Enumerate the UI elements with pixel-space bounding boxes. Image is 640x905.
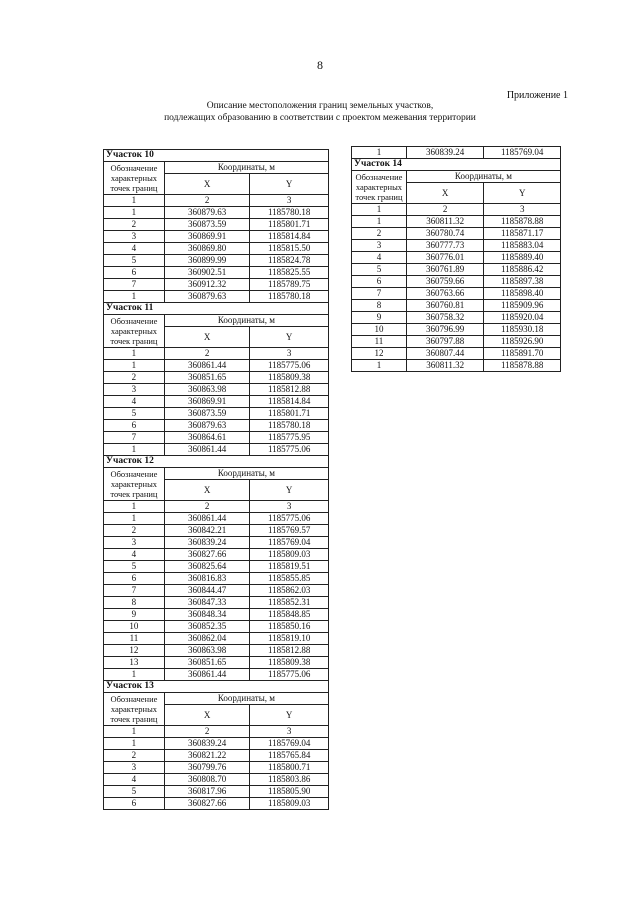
table-row	[104, 267, 329, 279]
y-coordinate: 1185780.18	[250, 207, 329, 219]
x-coordinate: 360864.61	[164, 432, 249, 444]
point-label-header: Обозначение характерных точек границ	[104, 315, 165, 348]
coordinates-table-left	[103, 149, 329, 810]
column-number: 1	[352, 204, 407, 216]
y-coordinate: 1185809.38	[250, 657, 329, 669]
coordinates-header: Координаты, м	[164, 162, 328, 174]
table-row	[104, 537, 329, 549]
y-header: Y	[250, 705, 329, 726]
point-number: 11	[352, 336, 407, 348]
point-number: 5	[104, 255, 165, 267]
table-row	[104, 549, 329, 561]
point-number: 1	[352, 147, 407, 159]
table-row	[104, 207, 329, 219]
table-row	[104, 219, 329, 231]
header-row	[352, 171, 561, 183]
table-row	[104, 444, 329, 456]
point-number: 7	[104, 585, 165, 597]
y-coordinate: 1185775.06	[250, 444, 329, 456]
table-row	[104, 762, 329, 774]
y-coordinate: 1185809.03	[250, 549, 329, 561]
column-number-row	[104, 348, 329, 360]
table-row	[352, 216, 561, 228]
point-number: 8	[352, 300, 407, 312]
table-row	[104, 621, 329, 633]
table-row	[104, 408, 329, 420]
x-coordinate: 360811.32	[406, 216, 483, 228]
point-number: 3	[104, 537, 165, 549]
x-coordinate: 360902.51	[164, 267, 249, 279]
table-row	[104, 279, 329, 291]
column-number: 3	[484, 204, 561, 216]
x-coordinate: 360861.44	[164, 513, 249, 525]
x-coordinate: 360796.99	[406, 324, 483, 336]
y-coordinate: 1185819.51	[250, 561, 329, 573]
table-row	[352, 228, 561, 240]
point-number: 7	[104, 279, 165, 291]
x-coordinate: 360776.01	[406, 252, 483, 264]
table-row	[104, 432, 329, 444]
table-row	[352, 300, 561, 312]
table-row	[104, 372, 329, 384]
y-coordinate: 1185926.90	[484, 336, 561, 348]
y-coordinate: 1185825.55	[250, 267, 329, 279]
x-header: X	[164, 480, 249, 501]
point-label-header: Обозначение характерных точек границ	[352, 171, 407, 204]
table-row	[104, 255, 329, 267]
x-coordinate: 360759.66	[406, 276, 483, 288]
x-coordinate: 360879.63	[164, 207, 249, 219]
appendix-label: Приложение 1	[506, 90, 568, 101]
point-number: 4	[104, 774, 165, 786]
x-coordinate: 360879.63	[164, 291, 249, 303]
point-number: 8	[104, 597, 165, 609]
y-coordinate: 1185809.03	[250, 798, 329, 810]
coordinates-header: Координаты, м	[164, 468, 328, 480]
point-number: 6	[104, 573, 165, 585]
point-number: 10	[104, 621, 165, 633]
point-label-header: Обозначение характерных точек границ	[104, 162, 165, 195]
column-number-row	[352, 204, 561, 216]
y-coordinate: 1185769.04	[250, 537, 329, 549]
point-number: 11	[104, 633, 165, 645]
x-coordinate: 360761.89	[406, 264, 483, 276]
point-number: 5	[104, 786, 165, 798]
x-coordinate: 360816.83	[164, 573, 249, 585]
table-row	[352, 324, 561, 336]
x-coordinate: 360869.91	[164, 396, 249, 408]
table-row	[104, 513, 329, 525]
x-coordinate: 360821.22	[164, 750, 249, 762]
table-row	[104, 291, 329, 303]
table-row	[104, 669, 329, 681]
table-row	[104, 750, 329, 762]
x-coordinate: 360851.65	[164, 657, 249, 669]
point-number: 1	[104, 291, 165, 303]
x-coordinate: 360863.98	[164, 645, 249, 657]
page-number: 8	[317, 58, 323, 72]
x-coordinate: 360861.44	[164, 360, 249, 372]
table-row	[352, 288, 561, 300]
y-coordinate: 1185780.18	[250, 291, 329, 303]
point-number: 1	[104, 738, 165, 750]
table-row	[104, 633, 329, 645]
section-title: Участок 10	[104, 150, 329, 162]
y-header: Y	[484, 183, 561, 204]
table-row	[104, 231, 329, 243]
y-coordinate: 1185862.03	[250, 585, 329, 597]
x-header: X	[164, 705, 249, 726]
point-number: 7	[104, 432, 165, 444]
section-title-row	[352, 159, 561, 171]
table-row	[352, 336, 561, 348]
x-coordinate: 360842.21	[164, 525, 249, 537]
x-coordinate: 360817.96	[164, 786, 249, 798]
table-row	[104, 609, 329, 621]
x-coordinate: 360851.65	[164, 372, 249, 384]
y-coordinate: 1185775.06	[250, 513, 329, 525]
point-number: 3	[104, 384, 165, 396]
x-coordinate: 360869.91	[164, 231, 249, 243]
point-number: 3	[104, 231, 165, 243]
column-number: 3	[250, 348, 329, 360]
column-number: 1	[104, 195, 165, 207]
table-row	[104, 360, 329, 372]
x-coordinate: 360807.44	[406, 348, 483, 360]
y-coordinate: 1185775.95	[250, 432, 329, 444]
section-title: Участок 12	[104, 456, 329, 468]
y-coordinate: 1185800.71	[250, 762, 329, 774]
x-coordinate: 360808.70	[164, 774, 249, 786]
x-coordinate: 360873.59	[164, 219, 249, 231]
column-number: 2	[164, 195, 249, 207]
point-number: 1	[352, 216, 407, 228]
y-coordinate: 1185889.40	[484, 252, 561, 264]
point-number: 5	[104, 561, 165, 573]
column-number: 1	[104, 726, 165, 738]
y-header: Y	[250, 480, 329, 501]
x-coordinate: 360797.88	[406, 336, 483, 348]
section-title-row	[104, 303, 329, 315]
point-number: 2	[104, 750, 165, 762]
point-number: 6	[104, 798, 165, 810]
y-coordinate: 1185814.84	[250, 231, 329, 243]
x-coordinate: 360861.44	[164, 669, 249, 681]
column-number: 2	[164, 348, 249, 360]
x-coordinate: 360863.98	[164, 384, 249, 396]
y-coordinate: 1185824.78	[250, 255, 329, 267]
point-number: 5	[352, 264, 407, 276]
point-number: 3	[352, 240, 407, 252]
coordinates-header: Координаты, м	[164, 693, 328, 705]
table-row	[104, 738, 329, 750]
x-coordinate: 360763.66	[406, 288, 483, 300]
table-row	[104, 645, 329, 657]
table-row	[352, 348, 561, 360]
column-number-row	[104, 726, 329, 738]
header-row	[104, 693, 329, 705]
y-coordinate: 1185848.85	[250, 609, 329, 621]
table-row	[104, 396, 329, 408]
table-row	[104, 243, 329, 255]
y-coordinate: 1185769.57	[250, 525, 329, 537]
column-number: 1	[104, 348, 165, 360]
point-number: 12	[352, 348, 407, 360]
table-row	[104, 573, 329, 585]
x-coordinate: 360777.73	[406, 240, 483, 252]
y-coordinate: 1185775.06	[250, 360, 329, 372]
x-coordinate: 360848.34	[164, 609, 249, 621]
x-coordinate: 360811.32	[406, 360, 483, 372]
y-coordinate: 1185930.18	[484, 324, 561, 336]
x-coordinate: 360873.59	[164, 408, 249, 420]
point-number: 5	[104, 408, 165, 420]
table-row	[352, 276, 561, 288]
y-header: Y	[250, 174, 329, 195]
y-coordinate: 1185891.70	[484, 348, 561, 360]
y-coordinate: 1185815.50	[250, 243, 329, 255]
point-number: 4	[104, 396, 165, 408]
point-number: 9	[104, 609, 165, 621]
y-coordinate: 1185850.16	[250, 621, 329, 633]
point-number: 9	[352, 312, 407, 324]
y-coordinate: 1185812.88	[250, 645, 329, 657]
x-header: X	[164, 174, 249, 195]
y-coordinate: 1185801.71	[250, 219, 329, 231]
x-coordinate: 360827.66	[164, 549, 249, 561]
point-number: 2	[104, 372, 165, 384]
x-coordinate: 360861.44	[164, 444, 249, 456]
x-coordinate: 360839.24	[164, 537, 249, 549]
y-coordinate: 1185883.04	[484, 240, 561, 252]
table-row	[104, 525, 329, 537]
x-coordinate: 360799.76	[164, 762, 249, 774]
point-label-header: Обозначение характерных точек границ	[104, 693, 165, 726]
point-number: 2	[104, 525, 165, 537]
column-number: 2	[164, 726, 249, 738]
point-number: 1	[104, 444, 165, 456]
column-number: 3	[250, 726, 329, 738]
table-row	[104, 786, 329, 798]
table-row	[352, 264, 561, 276]
x-coordinate: 360862.04	[164, 633, 249, 645]
table-row	[104, 420, 329, 432]
point-number: 4	[104, 549, 165, 561]
y-coordinate: 1185812.88	[250, 384, 329, 396]
point-number: 6	[352, 276, 407, 288]
y-coordinate: 1185855.85	[250, 573, 329, 585]
point-number: 6	[104, 420, 165, 432]
table-row	[352, 147, 561, 159]
section-title-row	[104, 150, 329, 162]
section-title: Участок 14	[352, 159, 561, 171]
x-coordinate: 360844.47	[164, 585, 249, 597]
x-coordinate: 360839.24	[164, 738, 249, 750]
y-coordinate: 1185775.06	[250, 669, 329, 681]
point-number: 1	[104, 669, 165, 681]
point-number: 1	[104, 360, 165, 372]
header-row	[104, 315, 329, 327]
table-row	[352, 240, 561, 252]
point-number: 1	[352, 360, 407, 372]
y-coordinate: 1185878.88	[484, 216, 561, 228]
x-coordinate: 360847.33	[164, 597, 249, 609]
x-header: X	[164, 327, 249, 348]
y-coordinate: 1185897.38	[484, 276, 561, 288]
y-coordinate: 1185909.96	[484, 300, 561, 312]
x-coordinate: 360780.74	[406, 228, 483, 240]
column-number: 3	[250, 195, 329, 207]
point-number: 1	[104, 207, 165, 219]
x-coordinate: 360825.64	[164, 561, 249, 573]
coordinates-header: Координаты, м	[164, 315, 328, 327]
column-number: 2	[406, 204, 483, 216]
table-row	[352, 312, 561, 324]
x-coordinate: 360879.63	[164, 420, 249, 432]
point-number: 3	[104, 762, 165, 774]
y-coordinate: 1185769.04	[250, 738, 329, 750]
y-coordinate: 1185789.75	[250, 279, 329, 291]
point-label-header: Обозначение характерных точек границ	[104, 468, 165, 501]
column-number-row	[104, 501, 329, 513]
table-row	[104, 798, 329, 810]
x-coordinate: 360827.66	[164, 798, 249, 810]
table-row	[352, 360, 561, 372]
heading-line-1: Описание местоположения границ земельных участков,	[206, 101, 434, 111]
point-number: 7	[352, 288, 407, 300]
y-header: Y	[250, 327, 329, 348]
point-number: 4	[104, 243, 165, 255]
column-number: 3	[250, 501, 329, 513]
section-title: Участок 11	[104, 303, 329, 315]
y-coordinate: 1185898.40	[484, 288, 561, 300]
table-row	[104, 774, 329, 786]
point-number: 12	[104, 645, 165, 657]
table-row	[104, 585, 329, 597]
x-coordinate: 360869.80	[164, 243, 249, 255]
header-row	[104, 162, 329, 174]
point-number: 2	[352, 228, 407, 240]
x-coordinate: 360758.32	[406, 312, 483, 324]
y-coordinate: 1185780.18	[250, 420, 329, 432]
point-number: 6	[104, 267, 165, 279]
x-coordinate: 360899.99	[164, 255, 249, 267]
table-row	[104, 597, 329, 609]
y-coordinate: 1185769.04	[484, 147, 561, 159]
y-coordinate: 1185765.84	[250, 750, 329, 762]
column-number: 2	[164, 501, 249, 513]
y-coordinate: 1185878.88	[484, 360, 561, 372]
table-row	[104, 561, 329, 573]
y-coordinate: 1185803.86	[250, 774, 329, 786]
heading-line-2: подлежащих образованию в соответствии с проектом межевания территории	[164, 113, 476, 123]
point-number: 13	[104, 657, 165, 669]
y-coordinate: 1185920.04	[484, 312, 561, 324]
header-row	[104, 468, 329, 480]
section-title-row	[104, 681, 329, 693]
point-number: 10	[352, 324, 407, 336]
y-coordinate: 1185886.42	[484, 264, 561, 276]
y-coordinate: 1185819.10	[250, 633, 329, 645]
x-coordinate: 360839.24	[406, 147, 483, 159]
coordinates-table-right	[351, 146, 561, 372]
y-coordinate: 1185852.31	[250, 597, 329, 609]
table-row	[352, 252, 561, 264]
y-coordinate: 1185814.84	[250, 396, 329, 408]
x-header: X	[406, 183, 483, 204]
table-row	[104, 657, 329, 669]
point-number: 1	[104, 513, 165, 525]
column-number: 1	[104, 501, 165, 513]
y-coordinate: 1185809.38	[250, 372, 329, 384]
table-row	[104, 384, 329, 396]
x-coordinate: 360760.81	[406, 300, 483, 312]
section-title: Участок 13	[104, 681, 329, 693]
y-coordinate: 1185871.17	[484, 228, 561, 240]
y-coordinate: 1185801.71	[250, 408, 329, 420]
coordinates-header: Координаты, м	[406, 171, 560, 183]
y-coordinate: 1185805.90	[250, 786, 329, 798]
document-heading	[60, 100, 580, 124]
x-coordinate: 360852.35	[164, 621, 249, 633]
section-title-row	[104, 456, 329, 468]
column-number-row	[104, 195, 329, 207]
point-number: 4	[352, 252, 407, 264]
x-coordinate: 360912.32	[164, 279, 249, 291]
point-number: 2	[104, 219, 165, 231]
